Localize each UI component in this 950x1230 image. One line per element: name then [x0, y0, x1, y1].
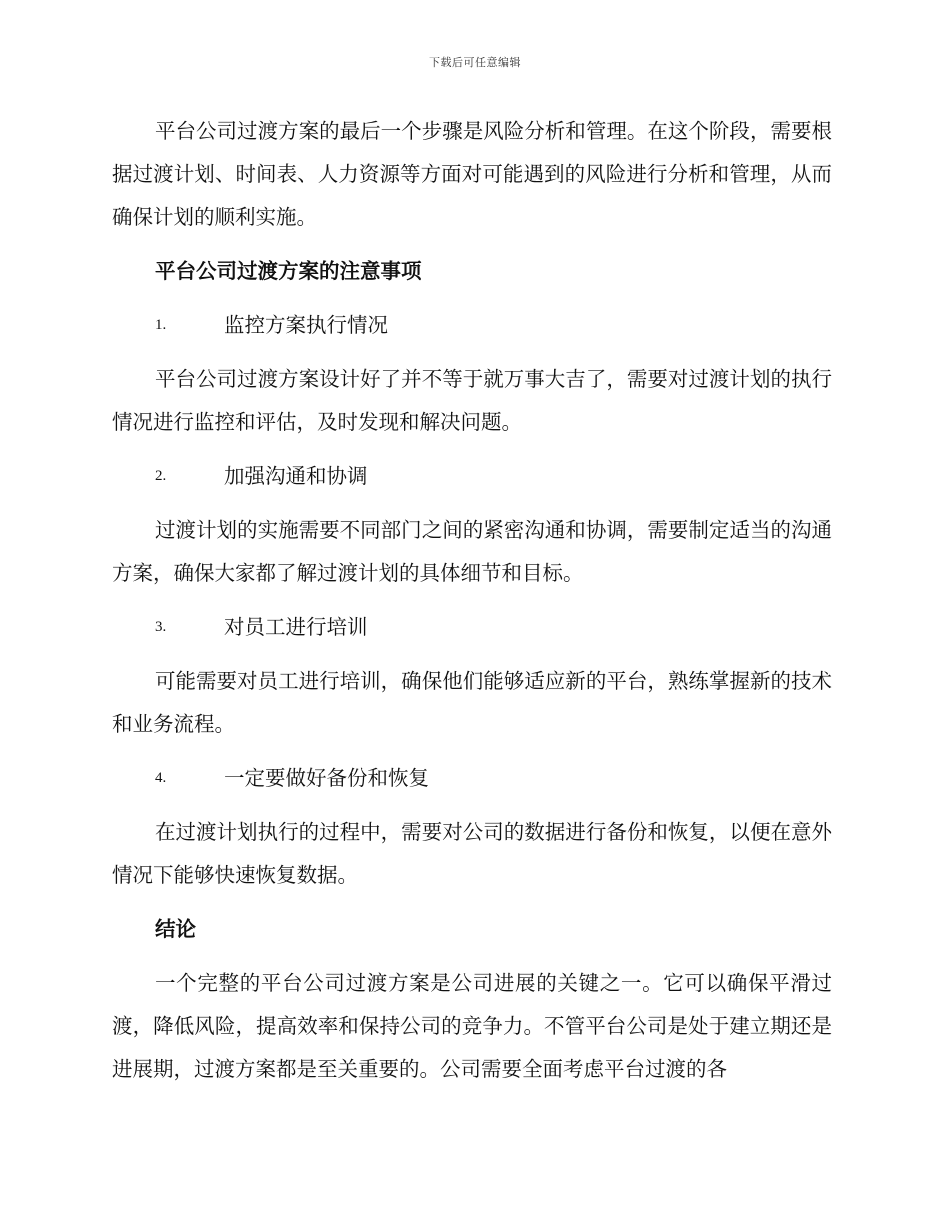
paragraph-item-2: 过渡计划的实施需要不同部门之间的紧密沟通和协调，需要制定适当的沟通方案，确保大家都了解过渡计划的具体细节和目标。	[112, 518, 832, 585]
list-item-4	[112, 757, 832, 800]
section-heading-notes: 平台公司过渡方案的注意事项	[155, 259, 422, 283]
document-body	[112, 110, 832, 1102]
section-heading-conclusion: 结论	[155, 917, 196, 941]
paragraph-risk-analysis: 平台公司过渡方案的最后一个步骤是风险分析和管理。在这个阶段，需要根据过渡计划、时间表、人力资源等方面对可能遇到的风险进行分析和管理，从而确保计划的顺利实施。	[112, 119, 832, 229]
list-label: 监控方案执行情况	[224, 313, 388, 337]
paragraph-item-4: 在过渡计划执行的过程中，需要对公司的数据进行备份和恢复，以便在意外情况下能够快速恢复数据。	[112, 820, 832, 887]
list-item-1	[112, 304, 832, 347]
list-label: 对员工进行培训	[224, 615, 368, 639]
list-number: 3.	[155, 619, 167, 635]
list-label: 一定要做好备份和恢复	[224, 766, 429, 790]
paragraph-item-1: 平台公司过渡方案设计好了并不等于就万事大吉了，需要对过渡计划的执行情况进行监控和评估，及时发现和解决问题。	[112, 367, 832, 434]
paragraph-conclusion: 一个完整的平台公司过渡方案是公司进展的关键之一。它可以确保平滑过渡，降低风险，提高效率和保持公司的竞争力。不管平台公司是处于建立期还是进展期，过渡方案都是至关重要的。公司需要全面考虑平台过渡的各	[112, 971, 832, 1081]
page-header: 下载后可任意编辑	[429, 56, 521, 69]
list-item-3	[112, 606, 832, 649]
list-label: 加强沟通和协调	[224, 464, 368, 488]
list-item-2	[112, 455, 832, 498]
list-number: 2.	[155, 468, 167, 484]
list-number: 1.	[155, 317, 167, 333]
list-number: 4.	[155, 770, 167, 786]
paragraph-item-3: 可能需要对员工进行培训，确保他们能够适应新的平台，熟练掌握新的技术和业务流程。	[112, 669, 832, 736]
